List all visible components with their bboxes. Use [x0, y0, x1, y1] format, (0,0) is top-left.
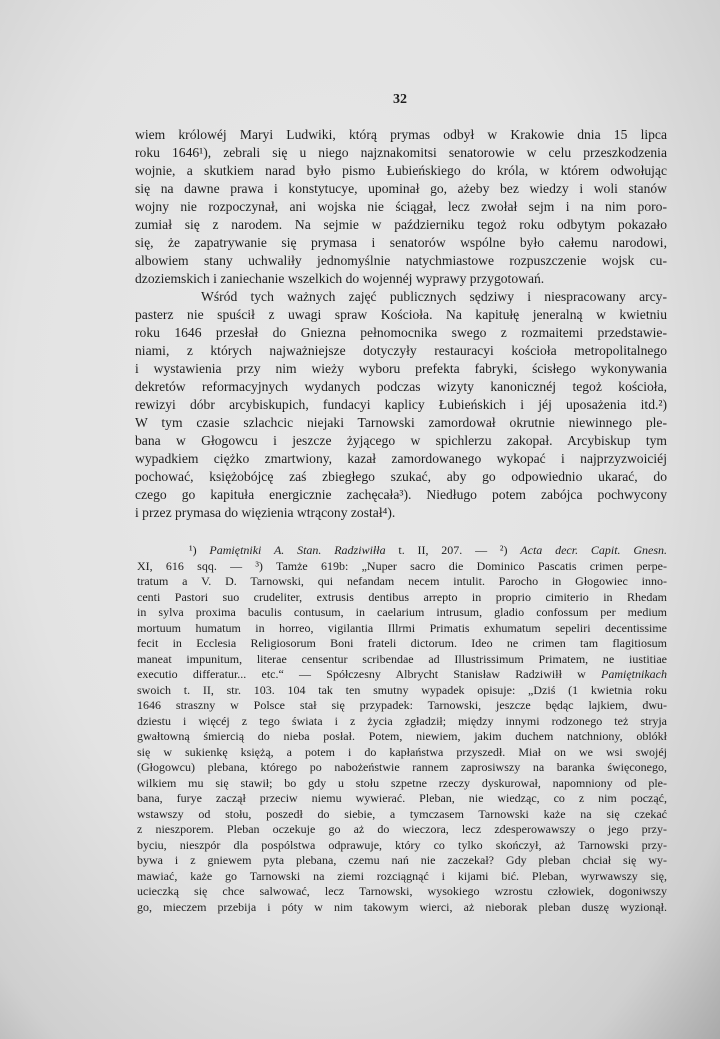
footnote-line [137, 900, 667, 916]
footnote-text: się w sukienkę księżą, a potem i do kapłaństwa przyszedł. Miał on we wsi swojéj [137, 744, 667, 759]
footnote-line [137, 791, 667, 807]
footnote-text: XI, 616 sqq. — ³) Tamże 619b: „Nuper sacro die Dominico Pascatis crimen perpe- [137, 558, 667, 573]
text-line: albowiem stany uchwaliły jednomyślnie natychmiastowe rozpuszczenie wojsk cu- [135, 253, 667, 268]
footnote-line [137, 683, 667, 699]
footnote-text: wstawszy od stołu, poszedł do siebie, a tymczasem Tarnowski każe na się czekać [137, 806, 667, 821]
text-line: się, że zapatrywanie się prymasa i senatorów wspólne było całemu narodowi, [135, 235, 667, 250]
text-line: i wystawienia przy nim wieży wyboru prefekta fabryki, ścisłego wykonywania [135, 361, 667, 376]
text-line: W tym czasie szlachcic niejaki Tarnowski zamordował okrutnie niewinnego ple- [135, 415, 667, 430]
footnote-line [137, 667, 667, 683]
footnote-text: t. II, 207. — ²) [385, 543, 521, 557]
footnotes [137, 543, 667, 915]
footnote-line [137, 745, 667, 761]
footnote-line [137, 838, 667, 854]
text-line: zumiał się z narodem. Na sejmie w październiku tegoż roku odbytym pokazało [135, 217, 667, 232]
footnote-line [137, 636, 667, 652]
footnote-line [137, 574, 667, 590]
footnote-line [137, 853, 667, 869]
footnote-line [137, 760, 667, 776]
text-line: niami, z których najważniejsze dotyczyły restauracyi kościoła metropolitalnego [135, 343, 667, 358]
text-line: roku 1646 przesłał do Gniezna pełnomocnika swego z rozmaitemi przedstawie- [135, 325, 667, 340]
text-line: rewizyi dóbr arcybiskupich, fundacyi kaplicy Łubieńskich i jéj uposażenia itd.²) [135, 397, 667, 412]
footnote-line [137, 822, 667, 838]
footnote-text: tratum a V. D. Tarnowski, qui nefandam necem intulit. Parocho in Głogowiec inno- [137, 574, 667, 588]
footnote-text: mortuum humatum in horreo, vigilantia Illrmi Primatis exhumatum sepeliri decentissime [137, 620, 667, 635]
footnote-text: ¹) [189, 543, 210, 557]
text-line: wypadkiem ciężko zmartwiony, kazał zamordowanego wykopać i najprzyzwoiciéj [135, 451, 667, 466]
footnote-text: z nieszporem. Pleban oczekuje go aż do wieczora, lecz zdesperowawszy o jego przy- [137, 822, 667, 836]
footnote-line [137, 698, 667, 714]
footnote-line [137, 869, 667, 885]
footnote-text: in sylva proxima baculis contusum, in caelarium intrusum, gladio confossum per medium [137, 605, 667, 619]
footnote-text: gwałtowną śmiercią do nieba posłał. Potem, niewiem, jakim duchem natchniony, oblókł [137, 729, 667, 743]
footnote-text: dziestu i więcéj z tego świata i z życia zgładził; między innymi rodzonego też stryja [137, 713, 667, 728]
text-line: pochować, księżobójcę zaś zbiegłego szukać, aby go odpowiednio ukarać, do [135, 469, 667, 484]
footnote-text: maneat impunitum, literae censentur scribendae ad Illustrissimum Primatem, ne iustitiae [137, 651, 667, 666]
footnote-line [137, 559, 667, 575]
footnote-text: executio differatur... etc.“ — Spółczesny Albrycht Stanisław Radziwiłł w [137, 667, 602, 681]
footnote-line [137, 714, 667, 730]
text-line: bana w Głogowcu i jeszcze żyjącego w spichlerzu zakopał. Arcybiskup tym [135, 433, 667, 448]
footnote-line [137, 621, 667, 637]
footnote-text: swoich t. II, str. 103. 104 tak ten smutny wypadek opisuje: „Dziś (1 kwietnia roku [137, 682, 667, 697]
footnote-text: fecit in Ecclesia Religiosorum Boni frateli dictorum. Ideo ne crimen tam flagitiosum [137, 636, 667, 650]
footnote-text: byciu, nieszpór dla pospólstwa odprawuje, który co tylko skończył, aż Tarnowski przy- [137, 837, 667, 852]
footnote-line [137, 543, 667, 559]
main-text [135, 126, 667, 522]
text-line: wojnie, a skutkiem narad było pismo Łubieńskiego do króla, w którem odwołując [135, 163, 667, 178]
text-line: się na dawne prawa i konstytucye, upominał go, ażeby bez wiedzy i woli stanów [135, 181, 667, 196]
footnote-line [137, 776, 667, 792]
footnote-line [137, 590, 667, 606]
footnote-title: Pamiętnikach [601, 667, 667, 681]
text-line: i przez prymasa do więzienia wtrącony został⁴). [135, 505, 396, 520]
footnote-text: go, mieczem przebija i póty w nim takowym wierci, aż nieborak pleban duszę wyzionął. [137, 899, 667, 914]
footnote-text: ucieczką się chce salwować, lecz Tarnowski, wysokiego wzrostu człowiek, dogoniwszy [137, 884, 667, 898]
text-line: dzoziemskich i zaniechanie wszelkich do wojennéj wyprawy przygotowań. [135, 271, 545, 286]
footnote-line [137, 884, 667, 900]
text-line: pasterz nie spuścił z uwagi spraw Kościoła. Na kapitułę jeneralną w kwietniu [135, 307, 667, 322]
text-line: czego go kapituła energicznie zachęcała³). Niedługo potem zabójca pochwycony [135, 487, 667, 502]
footnote-line [137, 729, 667, 745]
text-line: wiem królowéj Maryi Ludwiki, którą prymas odbył w Krakowie dnia 15 lipca [135, 127, 667, 142]
footnote-text: bana, furye zaczął przeciw niemu wywierać. Pleban, nie wiedząc, co z nim począć, [137, 791, 667, 805]
footnote-title: Pamiętniki A. Stan. Radziwiłła [209, 543, 386, 557]
text-line: Wśród tych ważnych zajęć publicznych sędziwy i niespracowany arcy- [201, 289, 667, 304]
text-line: roku 1646¹), zebrali się u niego najznakomitsi senatorowie w celu przeszkodzenia [135, 145, 667, 160]
footnote-text: bywa i z gniewem pyta plebana, czemu nań nie zaczekał? Gdy pleban chciał się wy- [137, 853, 667, 867]
footnote-text: 1646 straszny w Polsce stał się przypadek: Tarnowski, jeszcze będąc lajkiem, dwu- [137, 698, 667, 712]
footnote-line [137, 652, 667, 668]
footnote-line [137, 605, 667, 621]
footnote-text: mawiać, każe go Tarnowski na ziemi rozciągnąć i kijami bić. Pleban, wyrwawszy się, [137, 868, 667, 883]
footnote-line [137, 807, 667, 823]
text-line: dekretów reformacyjnych wydanych podczas wizyty kanonicznéj tegoż kościoła, [135, 379, 667, 394]
text-line: wojny nie rozpoczynał, ani wojska nie ściągał, lecz zwołał sejm i na nim poro- [135, 199, 667, 214]
footnote-title: Acta decr. Capit. Gnesn. [520, 543, 668, 557]
page-number: 32 [393, 92, 407, 107]
footnote-text: (Głogowcu) plebana, którego po nabożeństwie rannem zaprosiwszy na baranka święconego, [137, 760, 667, 774]
footnote-text: centi Pastori suo crudeliter, extrusis dentibus arrepto in proprio cimiterio in Rhedam [137, 589, 667, 604]
footnote-text: wilkiem mu się stawił; bo gdy u stołu szpetne rzeczy dyskurował, napomniony od ple- [137, 775, 667, 790]
